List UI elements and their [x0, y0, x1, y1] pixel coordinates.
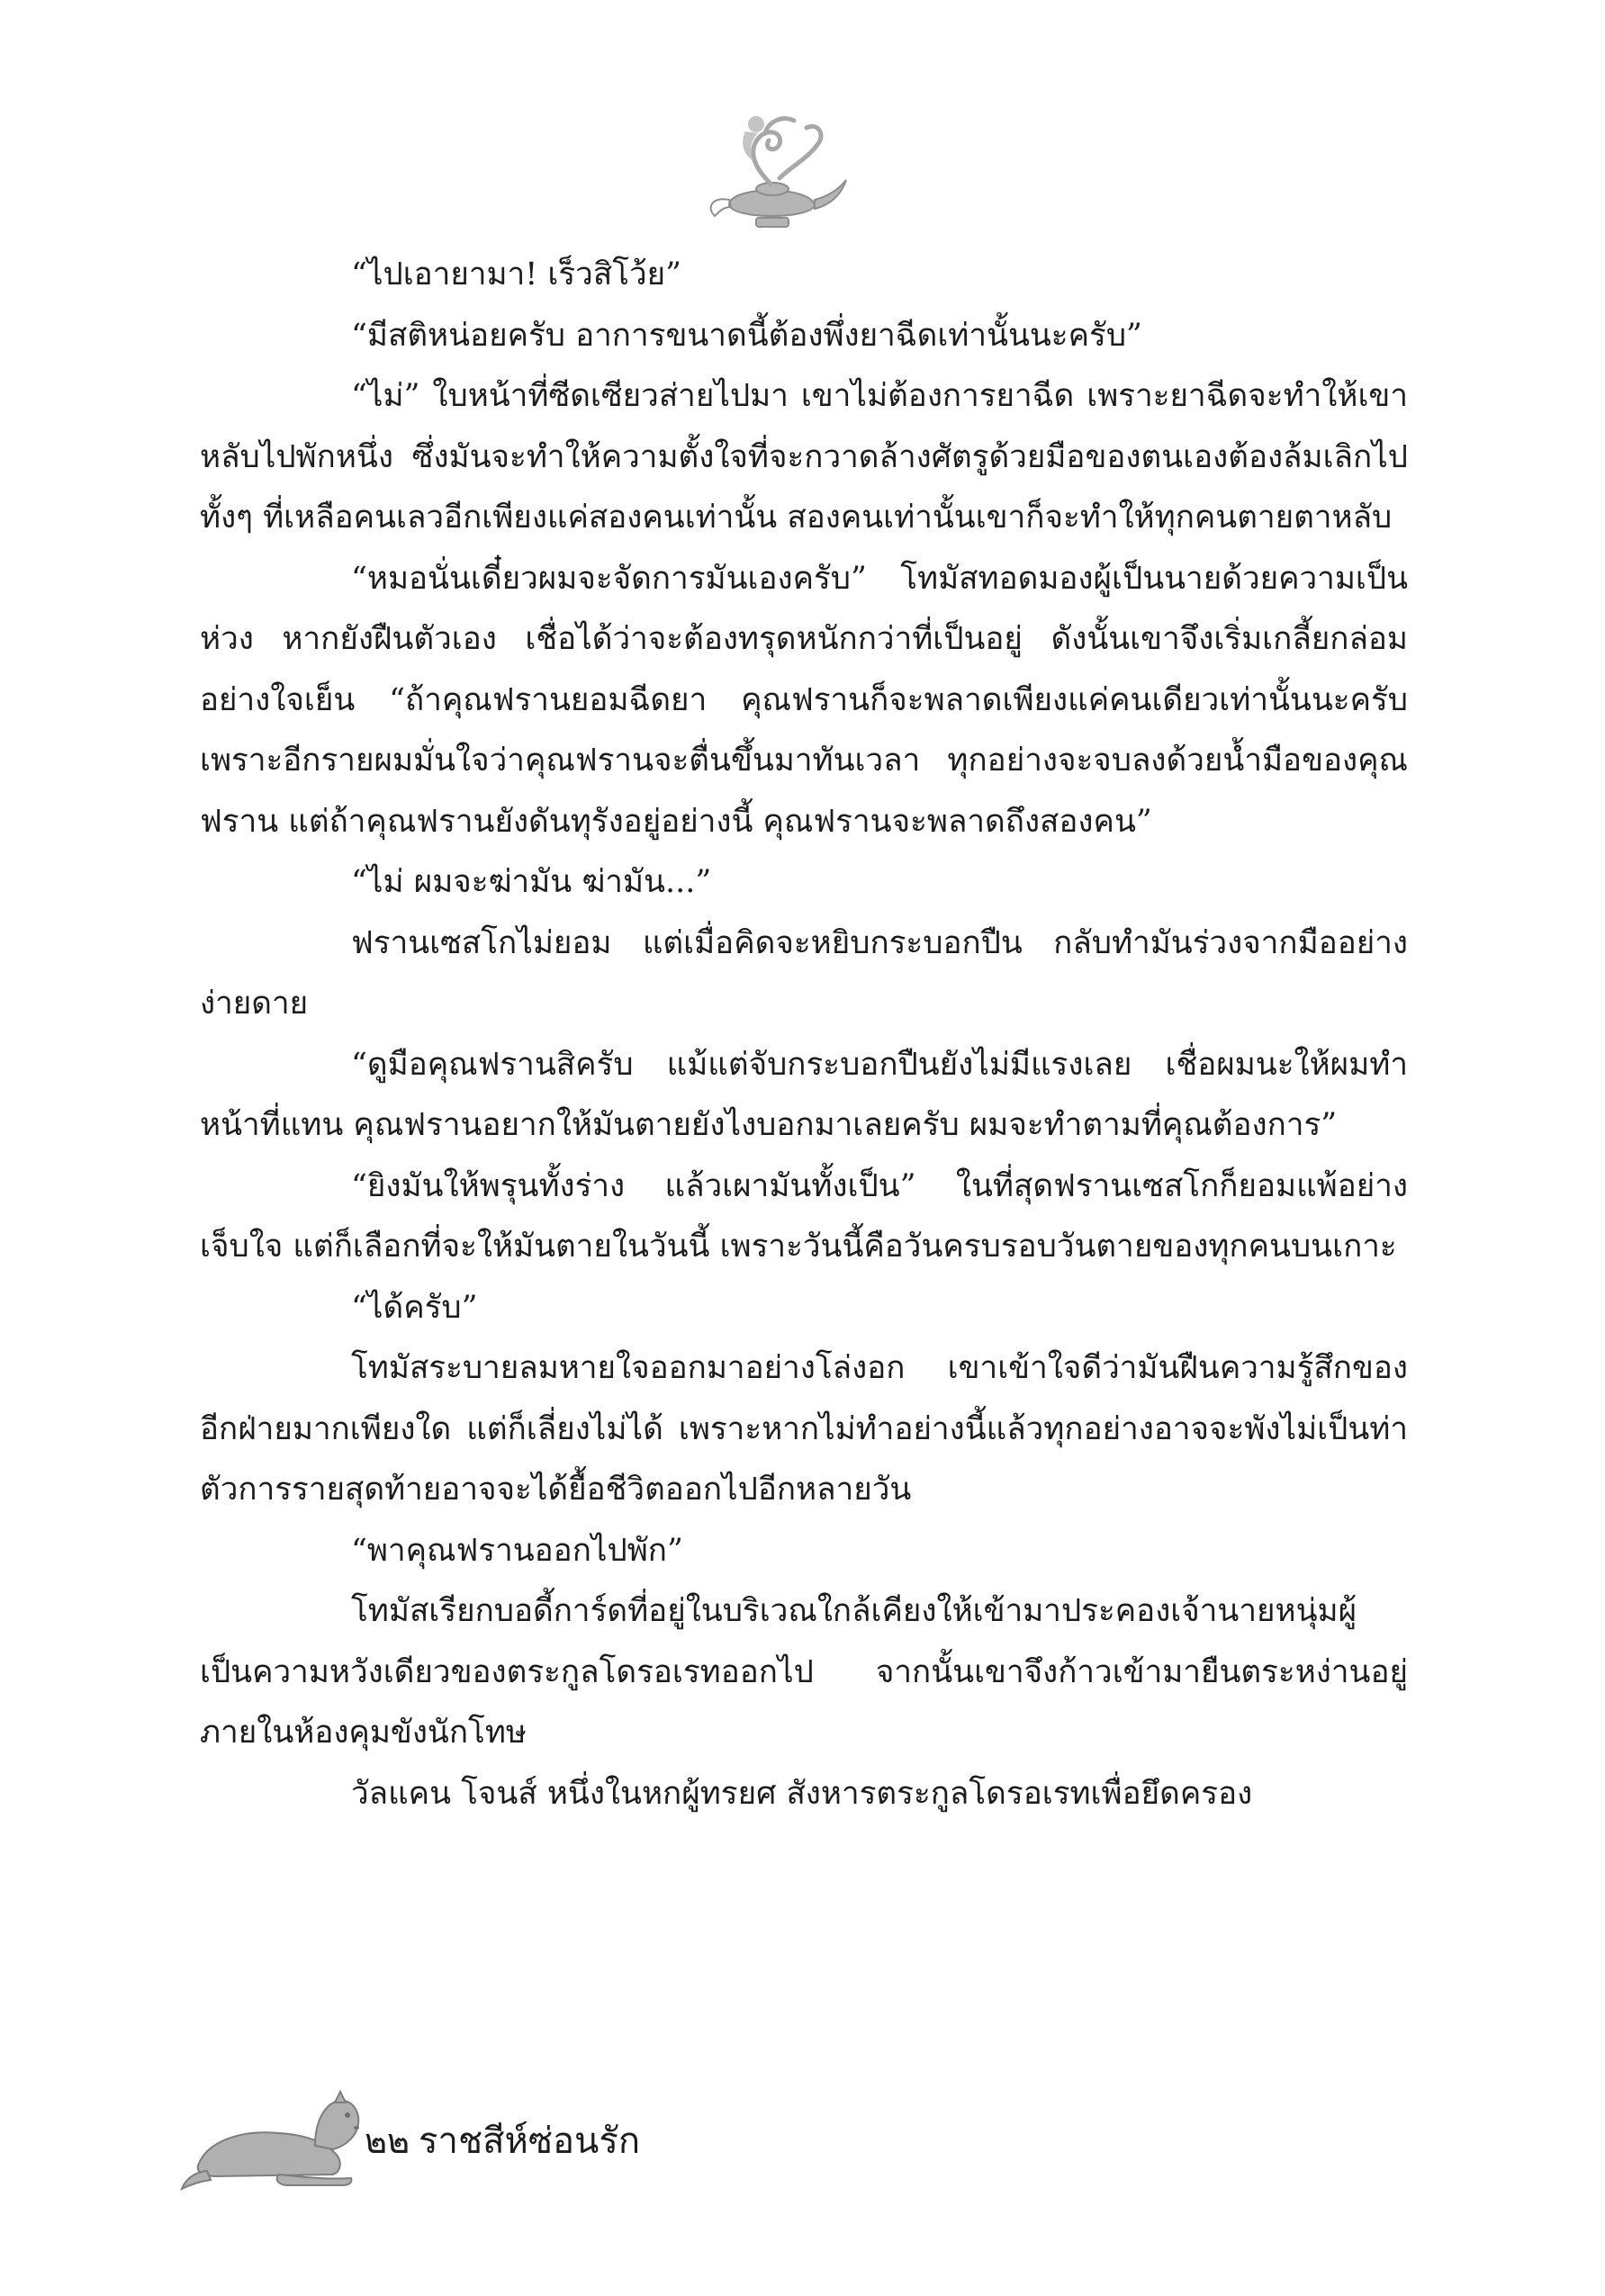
paragraph: ฟรานเซสโกไม่ยอม แต่เมื่อคิดจะหยิบกระบอกปืน กลับทำมันร่วงจากมืออย่างง่ายดาย — [200, 924, 1408, 1022]
paragraph: “ไปเอายามา! เร็วสิโว้ย” — [351, 257, 682, 293]
paragraph: “ดูมือคุณฟรานสิครับ แม้แต่จับกระบอกปืนยังไม่มีแรงเลย เชื่อผมนะให้ผมทำหน้าที่แทน คุณฟรานอยากให้มันตายยังไงบอกมาเลยครับ ผมจะทำตามที่คุณต้องการ” — [200, 1046, 1408, 1143]
paragraph: โทมัสเรียกบอดี้การ์ดที่อยู่ในบริเวณใกล้เคียงให้เข้ามาประคองเจ้านายหนุ่มผู้เป็นความหวังเดียวของตระกูลโดรอเรทออกไป จากนั้นเขาจึงก้าวเข้ามายืนตระหง่านอยู่ภายในห้องคุมขังนักโทษ — [200, 1593, 1408, 1751]
paragraph: “พาคุณฟรานออกไปพัก” — [351, 1532, 683, 1569]
page-footer — [180, 2059, 990, 2194]
book-title: ราชสีห์ซ่อนรัก — [419, 2120, 641, 2162]
paragraph: “ยิงมันให้พรุนทั้งร่าง แล้วเผามันทั้งเป็น” ในที่สุดฟรานเซสโกก็ยอมแพ้อย่างเจ็บใจ แต่ก็เลือกที่จะให้มันตายในวันนี้ เพราะวันนี้คือวันครบรอบวันตายของทุกคนบนเกาะ — [200, 1167, 1408, 1265]
paragraph: “ไม่” ใบหน้าที่ซีดเซียวส่ายไปมา เขาไม่ต้องการยาฉีด เพราะยาฉีดจะทำให้เขาหลับไปพักหนึ่ง ซึ่งมันจะทำให้ความตั้งใจที่จะกวาดล้างศัตรูด้วยมือของตนเองต้องล้มเลิกไป ทั้งๆ ที่เหลือคนเลวอีกเพียงแค่สองคนเท่านั้น สองคนเท่านั้นเขาก็จะทำให้ทุกคนตายตาหลับ — [200, 378, 1408, 536]
paragraph: “มีสติหน่อยครับ อาการขนาดนี้ต้องพึ่งยาฉีดเท่านั้นนะครับ” — [351, 317, 1142, 354]
lioness-icon — [180, 2059, 369, 2194]
body-text — [200, 245, 1408, 1824]
genie-lamp-icon — [693, 106, 851, 241]
paragraph: “ไม่ ผมจะฆ่ามัน ฆ่ามัน...” — [351, 864, 712, 900]
paragraph: “ได้ครับ” — [351, 1289, 478, 1326]
paragraph: โทมัสระบายลมหายใจออกมาอย่างโล่งอก เขาเข้าใจดีว่ามันฝืนความรู้สึกของอีกฝ่ายมากเพียงใด แต่ก็เลี่ยงไม่ได้ เพราะหากไม่ทำอย่างนี้แล้วทุกอย่างอาจจะพังไม่เป็นท่า ตัวการรายสุดท้ายอาจจะได้ยื้อชีวิตออกไปอีกหลายวัน — [200, 1350, 1408, 1508]
paragraph: วัลแคน โจนส์ หนึ่งในหกผู้ทรยศ สังหารตระกูลโดรอเรทเพื่อยึดครอง — [351, 1775, 1253, 1812]
page-number: ๒๒ — [365, 2121, 410, 2161]
paragraph: “หมอนั่นเดี๋ยวผมจะจัดการมันเองครับ” โทมัสทอดมองผู้เป็นนายด้วยความเป็นห่วง หากยังฝืนตัวเอง เชื่อได้ว่าจะต้องทรุดหนักกว่าที่เป็นอยู่ ดังนั้นเขาจึงเริ่มเกลี้ยกล่อมอย่างใจเย็น “ถ้าคุณฟรานยอมฉีดยา คุณฟรานก็จะพลาดเพียงแค่คนเดียวเท่านั้นนะครับ เพราะอีกรายผมมั่นใจว่าคุณฟรานจะตื่นขึ้นมาทันเวลา ทุกอย่างจะจบลงด้วยน้ำมือของคุณฟราน แต่ถ้าคุณฟรานยังดันทุรังอยู่อย่างนี้ คุณฟรานจะพลาดถึงสองคน” — [200, 560, 1408, 840]
